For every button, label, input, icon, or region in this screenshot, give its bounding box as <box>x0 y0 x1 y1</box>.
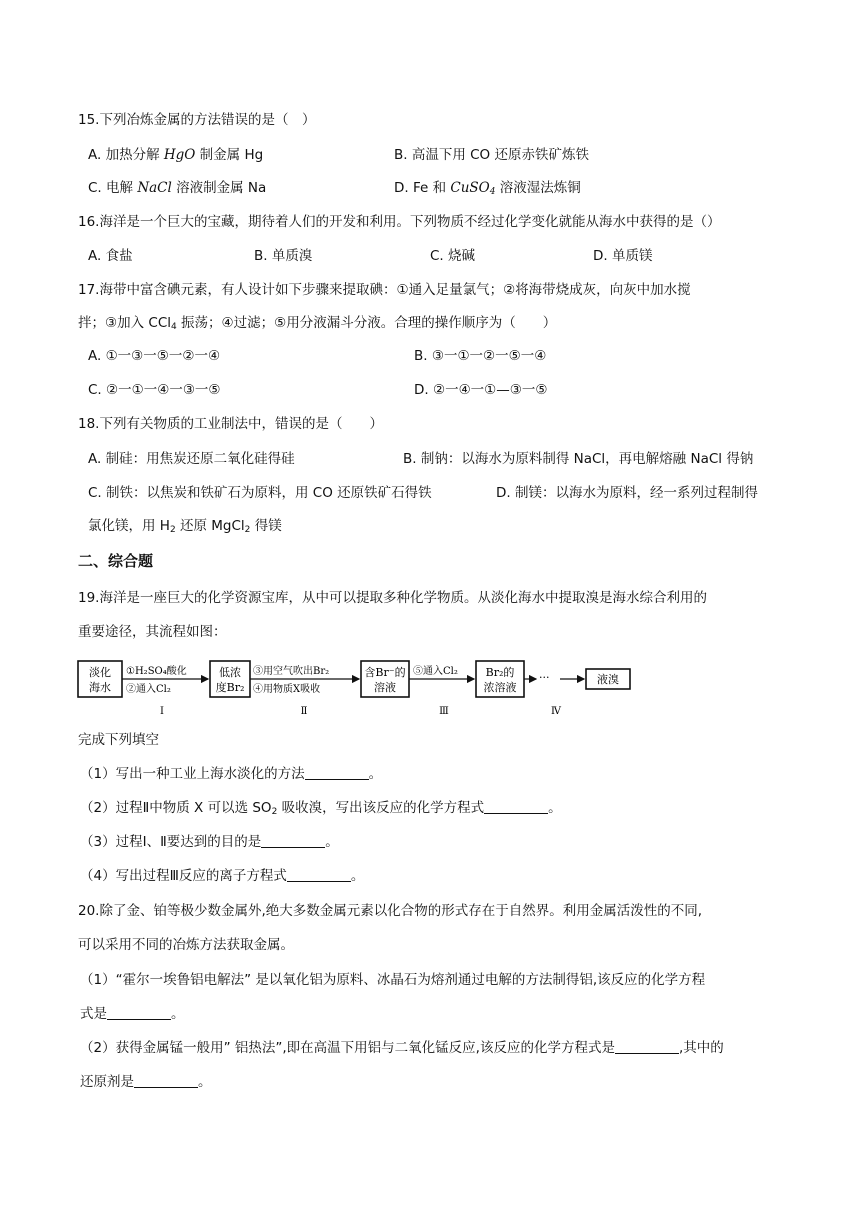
flow-box1-line2: 海水 <box>89 681 111 694</box>
question-19-intro: 完成下列填空 <box>78 732 159 748</box>
question-16-option-a: A. 食盐 <box>88 248 133 264</box>
flow-box1-line1: 淡化 <box>89 666 111 679</box>
question-15-option-d: D. Fe 和 CuSO$_4$ 溶液湿法炼铜 <box>394 180 581 197</box>
flow-box-concentrated-bromine <box>476 661 524 697</box>
section-heading: 二、综合题 <box>78 552 154 570</box>
flow-step3-label: ③用空气吹出Br₂ <box>253 666 330 677</box>
question-19-part-2: （2）过程Ⅱ中物质 X 可以选 $SO_2$ 吸收溴，写出该反应的化学方程式 。 <box>80 800 562 817</box>
flow-stage-3: Ⅲ <box>439 706 449 717</box>
question-18-stem: 18.下列有关物质的工业制法中，错误的是（ ） <box>78 416 383 432</box>
question-16-stem: 16.海洋是一个巨大的宝藏，期待着人们的开发和利用。下列物质不经过化学变化就能从海水中获得的是（） <box>78 214 721 230</box>
question-15-stem: 15.下列冶炼金属的方法错误的是（ ） <box>78 112 316 128</box>
question-17-option-c: C. ②一①一④一③一⑤ <box>88 382 221 398</box>
question-18-option-d: D. 制镁：以海水为原料，经一系列过程制得 <box>496 485 758 501</box>
question-16-option-b: B. 单质溴 <box>254 248 313 264</box>
flow-stage-1: Ⅰ <box>160 706 164 717</box>
question-20-part-1-continued: 式是 。 <box>80 1006 185 1022</box>
question-18-option-a: A. 制硅：用焦炭还原二氧化硅得硅 <box>88 451 295 467</box>
question-18-option-c: C. 制铁：以焦炭和铁矿石为原料，用 CO 还原铁矿石得铁 <box>88 485 432 501</box>
flow-stage-2: Ⅱ <box>300 706 308 717</box>
flow-box-bromide-solution <box>361 661 409 697</box>
answer-blank[interactable] <box>134 1073 198 1088</box>
question-17-stem-line2: 拌；③加入 CCl$_4$ 振荡；④过滤；⑤用分液漏斗分液。合理的操作顺序为（ ） <box>78 315 557 332</box>
answer-blank[interactable] <box>107 1005 171 1020</box>
question-18-option-d-continued: 氯化镁，用 $H_2$ 还原 MgCl$_2$ 得镁 <box>88 518 282 535</box>
flow-step5-label: ⑤通入Cl₂ <box>413 666 458 677</box>
flow-box2-line2: 度Br₂ <box>215 681 245 694</box>
flow-step4-label: ④用物质X吸收 <box>253 684 321 695</box>
question-16-option-c: C. 烧碱 <box>430 248 476 264</box>
question-19-stem-line1: 19.海洋是一座巨大的化学资源宝库，从中可以提取多种化学物质。从淡化海水中提取溴是海水综合利用的 <box>78 590 707 606</box>
question-15-option-b: B. 高温下用 CO 还原赤铁矿炼铁 <box>394 147 589 163</box>
question-19-part-3: （3）过程Ⅰ、Ⅱ要达到的目的是 。 <box>80 834 339 850</box>
answer-blank[interactable] <box>287 867 351 882</box>
answer-blank[interactable] <box>305 765 369 780</box>
flow-box4-line1: Br₂的 <box>485 666 515 679</box>
question-17-option-b: B. ③一①一②一⑤一④ <box>414 348 547 364</box>
question-17-option-a: A. ①一③一⑤一②一④ <box>88 348 221 364</box>
flow-box2-line1: 低浓 <box>219 666 241 679</box>
flow-box3-line1: 含Br⁻的 <box>364 666 406 679</box>
bromine-extraction-flowchart <box>76 656 636 720</box>
flow-box4-line2: 浓溶液 <box>483 681 517 694</box>
question-19-stem-line2: 重要途径，其流程如图： <box>78 624 227 640</box>
flow-box-liquid-bromine <box>586 669 630 689</box>
flow-stage-4: Ⅳ <box>551 706 561 717</box>
question-15-option-a: A. 加热分解 HgO 制金属 Hg <box>88 147 264 163</box>
answer-blank[interactable] <box>615 1039 679 1054</box>
question-17-stem-line1: 17.海带中富含碘元素，有人设计如下步骤来提取碘：①通入足量氯气；②将海带烧成灰，向灰中加水搅 <box>78 282 691 298</box>
question-20-part-2-continued: 还原剂是 。 <box>80 1074 212 1090</box>
answer-blank[interactable] <box>484 799 548 814</box>
flow-step2-label: ②通入Cl₂ <box>126 684 171 695</box>
flow-box-desalinated-seawater <box>78 661 122 697</box>
flow-box-low-concentration-bromine <box>210 661 250 697</box>
question-19-part-1: （1）写出一种工业上海水淡化的方法 。 <box>80 766 383 782</box>
question-18-option-b: B. 制钠：以海水为原料制得 NaCl，再电解熔融 NaCl 得钠 <box>403 451 754 467</box>
question-20-stem-line2: 可以采用不同的冶炼方法获取金属。 <box>78 937 294 953</box>
question-17-option-d: D. ②一④一①—③一⑤ <box>414 382 548 398</box>
answer-blank[interactable] <box>261 833 325 848</box>
flow-ellipsis: ··· <box>539 671 550 684</box>
question-15-option-c: C. 电解 NaCl 溶液制金属 Na <box>88 180 267 196</box>
question-19-part-4: （4）写出过程Ⅲ反应的离子方程式 。 <box>80 868 365 884</box>
question-20-part-1: （1）“霍尔一埃鲁铝电解法” 是以氧化铝为原料、冰晶石为熔剂通过电解的方法制得铝,该反应的化学方程 <box>80 972 706 988</box>
flow-step1-label: ①H₂SO₄酸化 <box>126 666 187 677</box>
question-20-part-2: （2）获得金属锰一般用” 铝热法”,即在高温下用铝与二氧化锰反应,该反应的化学方程式是 ,其中的 <box>80 1040 724 1056</box>
question-20-stem-line1: 20.除了金、铂等极少数金属外,绝大多数金属元素以化合物的形式存在于自然界。利用金属活泼性的不同, <box>78 903 703 919</box>
flow-box5: 液溴 <box>597 673 619 686</box>
flow-box3-line2: 溶液 <box>374 681 396 694</box>
question-16-option-d: D. 单质镁 <box>593 248 653 264</box>
